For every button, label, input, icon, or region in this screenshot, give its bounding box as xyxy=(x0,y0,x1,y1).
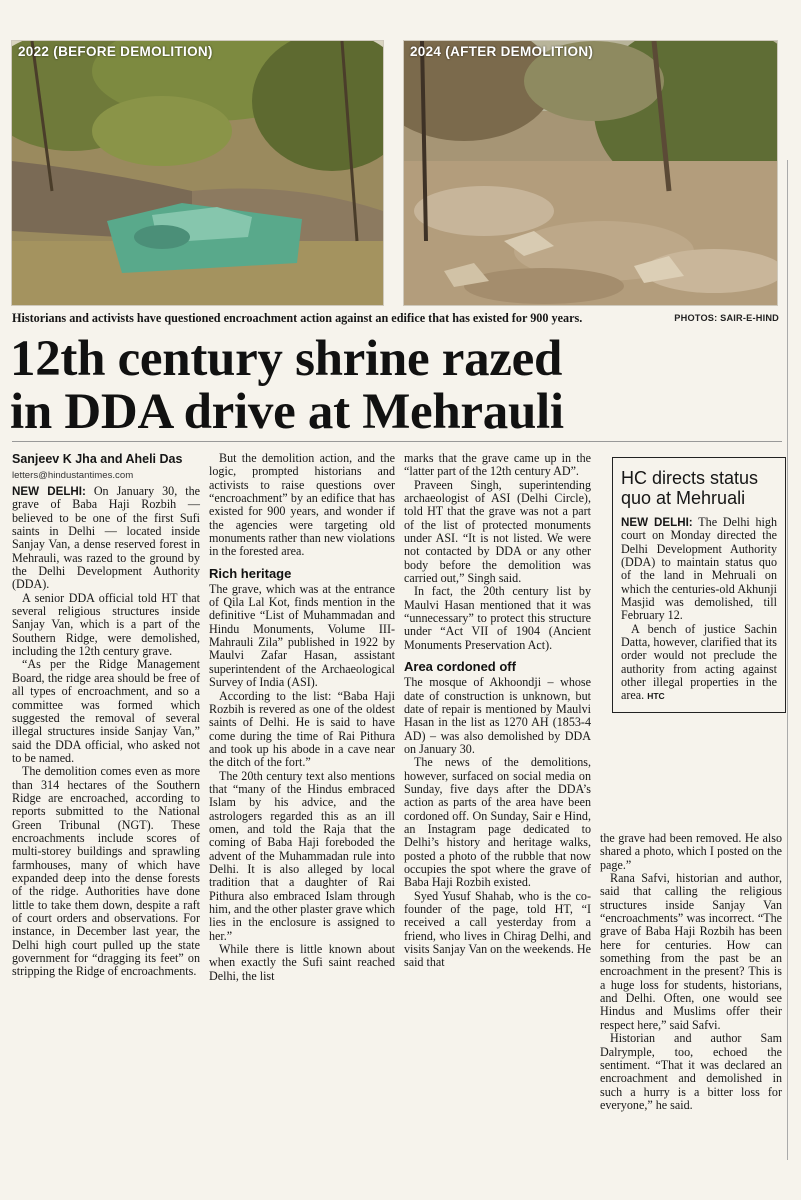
article-column-2 xyxy=(209,452,395,983)
headline-line-2: in DDA drive at Mehrauli xyxy=(10,384,564,440)
sidebar-title: HC directs status quo at Mehruali xyxy=(621,468,759,508)
subheading-rich-heritage: Rich heritage xyxy=(209,565,292,581)
paragraph: Syed Yusuf Shahab, who is the co-founder of the page, told HT, “I received a call yesterday from a friend, who lives in Chirag Delhi, and visits Sanjay Van on the weekends. He said that xyxy=(404,888,591,970)
byline-email: letters@hindustantimes.com xyxy=(12,470,134,481)
paragraph: NEW DELHI: The Delhi high court on Monday directed the Delhi Development Authority (DDA) to maintain status quo of the land in Mehruali on which the centuries-old Akhunji Masjid was demolished, till February 12. xyxy=(621,515,778,623)
dateline: NEW DELHI: xyxy=(12,485,86,498)
paragraph: Rana Safvi, historian and author, said that calling the religious structures inside Sanjay Van “encroachments” was incorrect. “The grave of Baba Haji Rozbih has been here for centuries. How can something from the past be an encroachment in the present? This is a huge loss for students, historians, and Delhi. Often, one would see Hindus and Muslims offer their respect here,” said Safvi. xyxy=(600,871,782,1032)
paragraph: A bench of justice Sachin Datta, however, clarified that its order would not preclude the authority from acting against other illegal properties in the area. HTC xyxy=(621,621,777,703)
sidebar-brief xyxy=(612,457,786,713)
after-photo-illustration xyxy=(404,41,777,305)
paragraph: The grave, which was at the entrance of Qila Lal Kot, finds mention in the definitive “List of Muhammadan and Hindu Monuments, Volume III- Mahrauli Zila” published in 1922 by Maulvi Zafar Hasan, assistant superintendent of the Archaeological Survey of India (ASI). xyxy=(209,581,395,690)
paragraph: Historian and author Sam Dalrymple, too, echoed the sentiment. “That it was declared an encroachment and demolished in such a hurry is a bitter loss for everyone,” he said. xyxy=(600,1031,782,1112)
article-column-4 xyxy=(600,832,782,1112)
photo-before-demolition xyxy=(11,40,384,306)
article-column-3 xyxy=(404,452,591,970)
paragraph: The 20th century text also mentions that “many of the Hindus embraced Islam by his advice, and the astrologers regarded this as an ill omen, and told the Raja that the coming of Baba Haji foreboded the advent of the Muhammadan rule into Delhi. It is also alleged by local tradition that a daughter of Rai Pithura also embraced Islam through him, and the other plaster grave which lies in the enclosure is assigned to her.” xyxy=(209,768,395,943)
headline-rule xyxy=(12,441,782,442)
headline-line-1: 12th century shrine razed xyxy=(10,331,563,387)
paragraph: According to the list: “Baba Haji Rozbih is revered as one of the oldest saints of Delhi. He is said to have come during the time of Rai Pithura and took up his abode in a cave near the ditch of the fort.” xyxy=(209,688,395,770)
paragraph: The news of the demolitions, however, surfaced on social media on Sunday, five days after the DDA’s action as parts of the area have been cordoned off. On Sunday, Sair e Hind, an Instagram page dedicated to Delhi’s history and heritage walks, posted a photo of the rubble that now occupies the spot where the grave of Baba Haji Rozbih existed. xyxy=(404,755,591,890)
sidebar-tag: HTC xyxy=(647,691,665,702)
before-photo-illustration xyxy=(12,41,383,305)
sidebar-dateline: NEW DELHI: xyxy=(621,516,693,529)
after-label: 2024 (AFTER DEMOLITION) xyxy=(410,44,594,59)
paragraph: The demolition comes even as more than 314 hectares of the Southern Ridge are encroached, according to reports submitted to the National Green Tribunal (NGT). These encroachments include scores of multi-storey buildings and sprawling farmhouses, many of which have expanded deep into the dense forests of the ridge. Authorities have done little to take them down, despite a raft of court orders and observations. For instance, in December last year, the Delhi high court pulled up the state government for “dragging its feet” on stripping the Ridge of encroachments. xyxy=(12,764,200,979)
byline: Sanjeev K Jha and Aheli Das xyxy=(12,452,183,466)
article-column-1 xyxy=(12,452,200,979)
paragraph: marks that the grave came up in the “latter part of the 12th century AD”. xyxy=(404,451,591,479)
subheading-area-cordoned-off: Area cordoned off xyxy=(404,659,516,675)
paragraph: NEW DELHI: On January 30, the grave of Baba Haji Rozbih — believed to be one of the first Sufi saints in Delhi — located inside Sanjay Van, a dense reserved forest in Mehrauli, was razed to the ground by the Delhi Development Authority (DDA). xyxy=(12,484,200,592)
paragraph: But the demolition action, and the logic, prompted historians and activists to raise questions over “encroachment” by an edifice that has existed for 900 years, and wonder if the agencies were targeting old monuments rather than new violations in the forested area. xyxy=(209,451,395,559)
photo-credit: PHOTOS: SAIR-E-HIND xyxy=(674,313,779,323)
page-edge-rule xyxy=(787,160,788,1160)
paragraph: A senior DDA official told HT that several religious structures inside Sanjay Van, which is a part of the Southern Ridge, were demolished, including the 12th century grave. xyxy=(12,590,200,659)
photo-after-demolition xyxy=(403,40,778,306)
paragraph: While there is little known about when exactly the Sufi saint reached Delhi, the list xyxy=(209,942,395,983)
photo-caption: Historians and activists have questioned encroachment action against an edifice that has existed for 900 years. xyxy=(12,311,583,325)
paragraph: The mosque of Akhoondji – whose date of construction is unknown, but date of repair is mentioned by Maulvi Hasan in the list as 1270 AH (1853-4 AD) – was also demolished by DDA on January 30. xyxy=(404,675,591,756)
paragraph: Praveen Singh, superintending archaeologist of ASI (Delhi Circle), told HT that the grave was not a part of the list of protected monuments under ASI. “It is not listed. We were not contacted by DDA or any other body before the demolition was carried out,” Singh said. xyxy=(404,477,591,586)
paragraph: the grave had been removed. He also shared a photo, which I posted on the page.” xyxy=(600,831,782,872)
paragraph: “As per the Ridge Management Board, the ridge area should be free of all types of encroachment, and so a committee was formed which suggested the removal of several illegal structures inside Sanjay Van,” said the DDA official, who asked not to be named. xyxy=(12,657,200,765)
paragraph: In fact, the 20th century list by Maulvi Hasan mentioned that it was “unnecessary” to protect this structure under “Act VII of 1904 (Ancient Monuments Preservation Act). xyxy=(404,584,591,652)
before-label: 2022 (BEFORE DEMOLITION) xyxy=(18,44,213,59)
